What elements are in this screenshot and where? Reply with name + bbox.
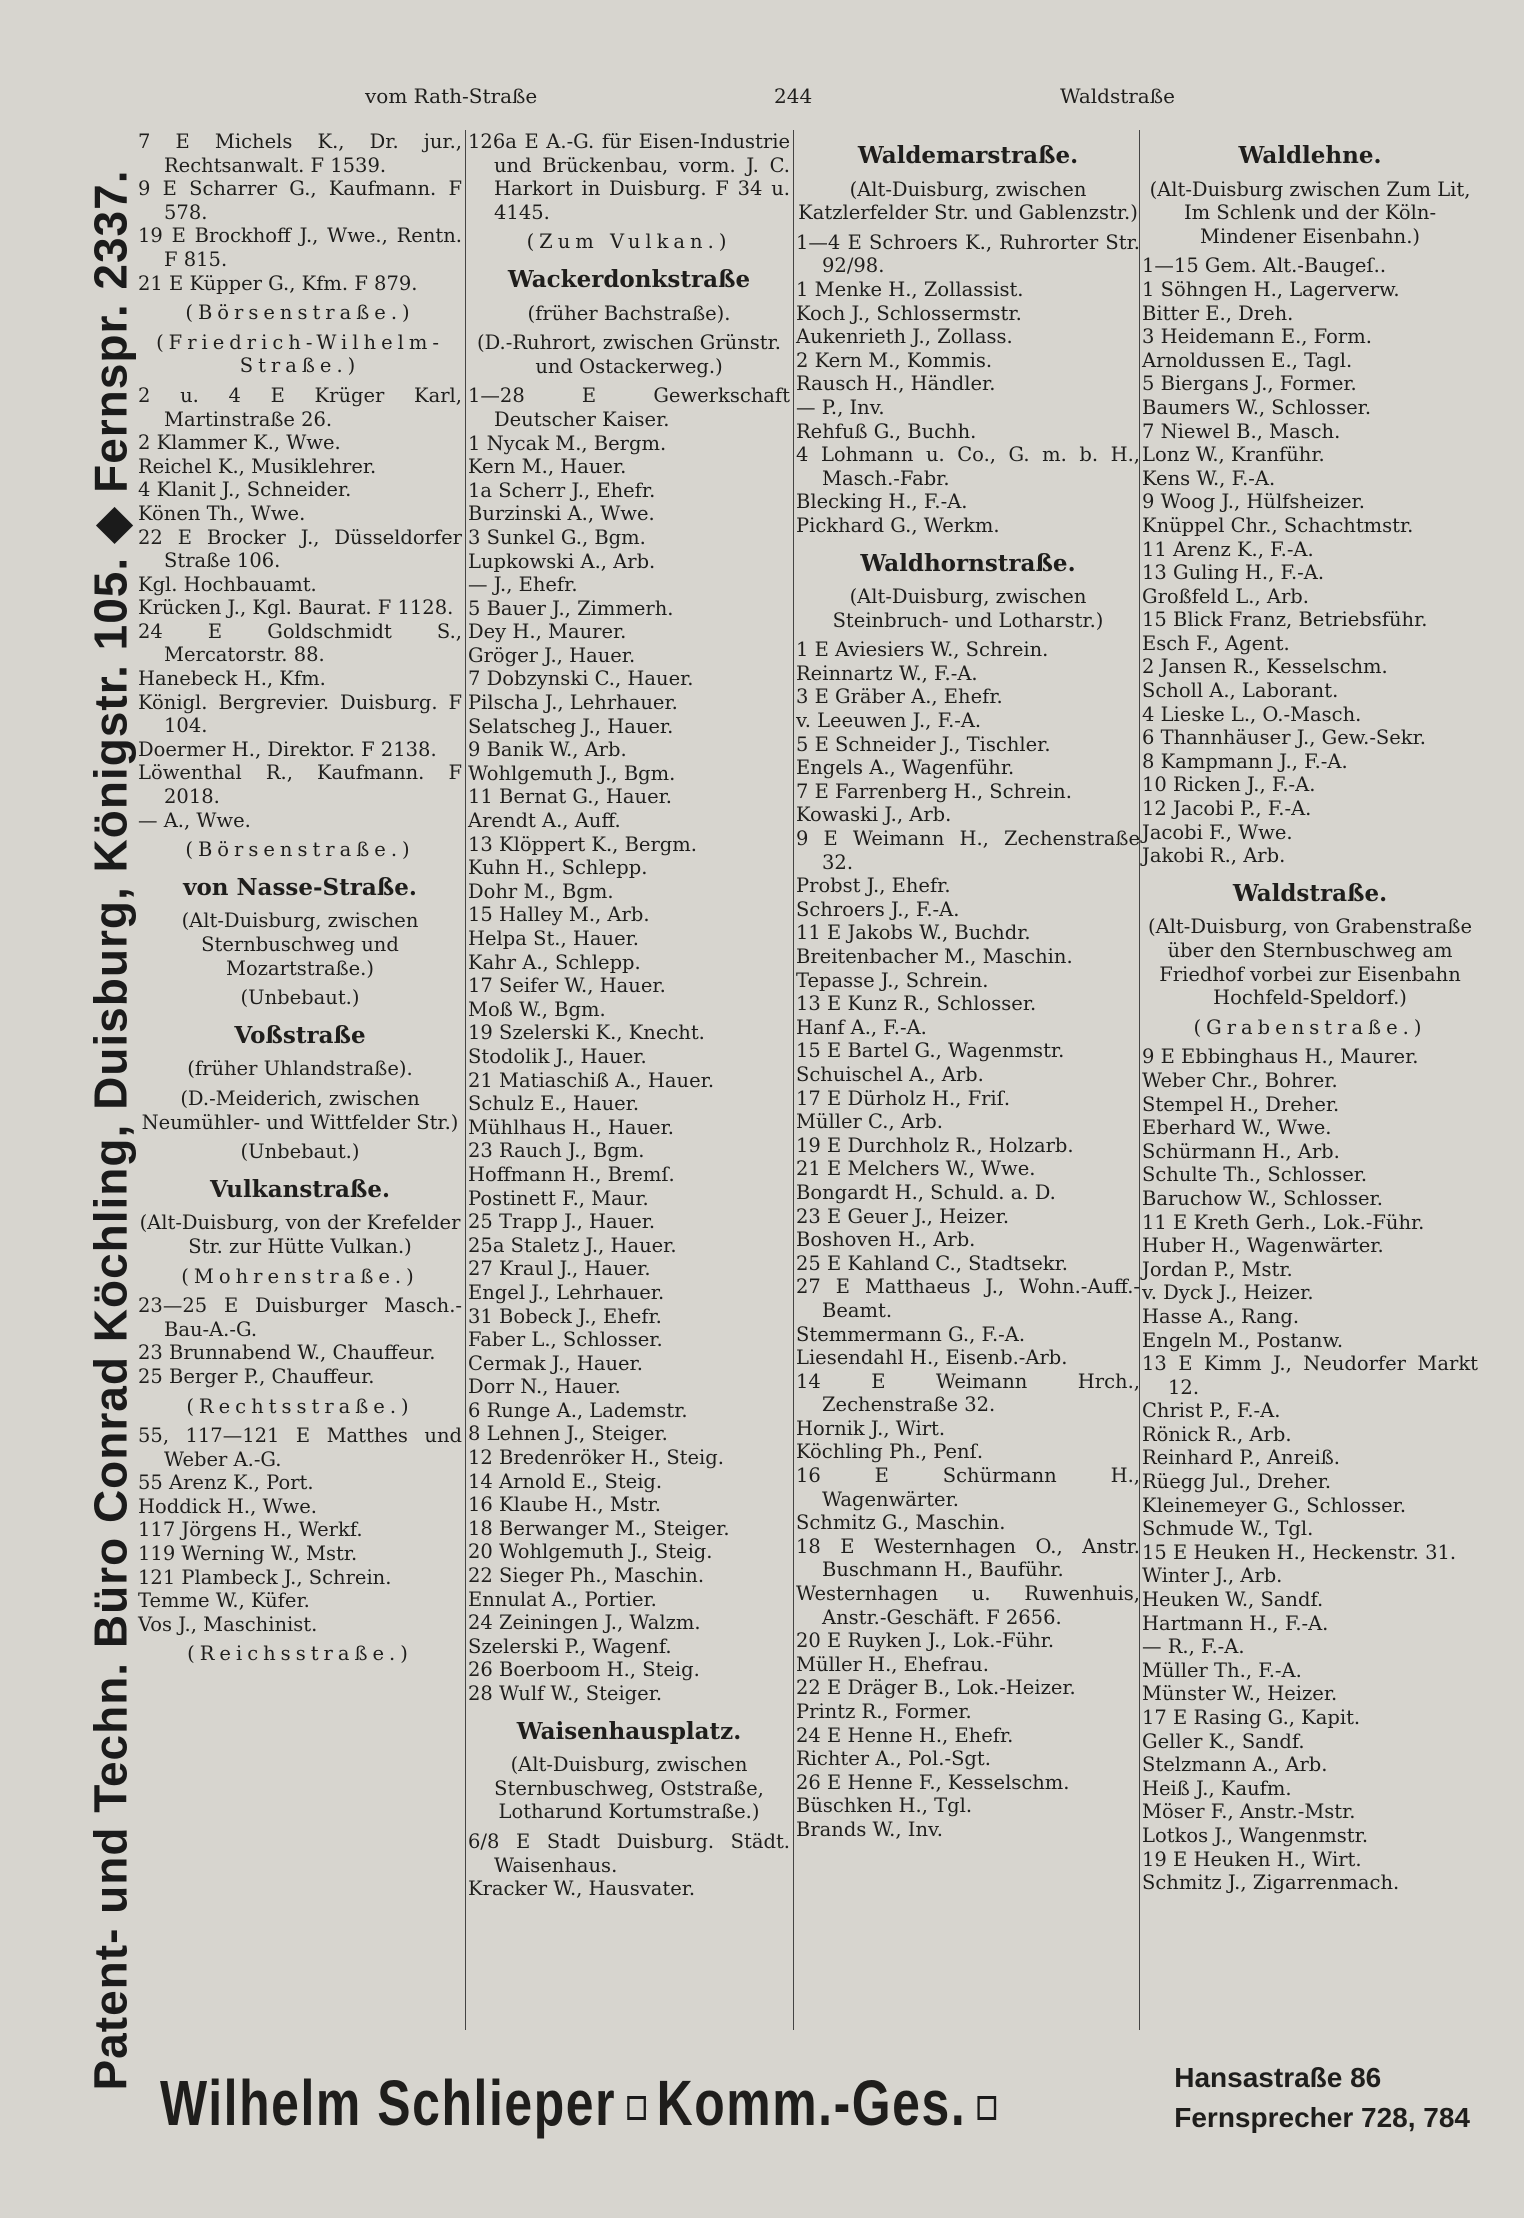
resident-entry: 22 E Brocker J., Düsseldorfer Straße 106. xyxy=(138,525,462,573)
advert-contact xyxy=(1174,2058,1470,2138)
resident-entry: Helpa St., Hauer. xyxy=(468,927,639,950)
resident-entry: Kracker W., Hausvater. xyxy=(468,1877,696,1901)
resident-entry: Lotkos J., Wangenmstr. xyxy=(1142,1823,1369,1847)
resident-entry: 13 Klöppert K., Bergm. xyxy=(468,832,697,856)
resident-entry: 3 E Gräber A., Ehefr. xyxy=(796,685,1003,709)
resident-entry: 11 Bernat G., Hauer. xyxy=(468,785,673,809)
resident-entry: Heuken W., Sandf. xyxy=(1142,1588,1324,1612)
resident-entry: Schmitz G., Maschin. xyxy=(796,1511,1006,1535)
resident-entry: 19 Szelerski K., Knecht. xyxy=(468,1021,705,1045)
resident-entry: Müller H., Ehefrau. xyxy=(796,1652,989,1676)
street-note: (Unbebaut.) xyxy=(240,1140,360,1164)
resident-entry: Müller Th., F.-A. xyxy=(1142,1658,1302,1682)
cross-street: (Börsenstraße.) xyxy=(185,301,415,325)
resident-entry: Selatscheg J., Hauer. xyxy=(468,714,674,738)
resident-entry: Bongardt H., Schuld. a. D. xyxy=(796,1180,1056,1204)
resident-entry: 7 E Michels K., Dr. jur., Rechtsanwalt. F 1539. xyxy=(138,130,462,177)
cross-street: (Grabenstraße.) xyxy=(1193,1015,1427,1039)
resident-entry: Reinhard P., Anreiß. xyxy=(1142,1446,1340,1470)
resident-entry: 24 E Goldschmidt S., Mercatorstr. 88. xyxy=(138,619,462,667)
resident-entry: 126a E A.-G. für Eisen-Industrie und Brückenbau, vorm. J. C. Harkort in Duisburg. F 34 u. 4145. xyxy=(468,130,790,224)
resident-entry: Mühlhaus H., Hauer. xyxy=(468,1115,674,1139)
resident-entry: 17 Seifer W., Hauer. xyxy=(468,974,666,998)
resident-entry: Winter J., Arb. xyxy=(1142,1564,1283,1588)
resident-entry: 2 Jansen R., Kesselschm. xyxy=(1142,655,1388,679)
resident-entry: Rehfuß G., Buchh. xyxy=(796,419,977,443)
street-note: (Alt-Duisburg, zwischen Sternbuschweg, Oststraße, Lotharund Kortumstraße.) xyxy=(494,1753,764,1824)
resident-entry: 13 E Kunz R., Schlosser. xyxy=(796,992,1037,1016)
resident-entry: Lonz W., Kranführ. xyxy=(1142,443,1325,467)
resident-entry: Engeln M., Postanw. xyxy=(1142,1328,1344,1352)
resident-entry: Rönick R., Arb. xyxy=(1142,1422,1292,1446)
resident-entry: Reinnartz W., F.-A. xyxy=(796,661,978,685)
resident-entry: Rüegg Jul., Dreher. xyxy=(1142,1470,1332,1494)
resident-entry: Schulte Th., Schlosser. xyxy=(1142,1163,1368,1187)
resident-entry: Dohr M., Bgm. xyxy=(468,879,614,903)
resident-entry: Kleinemeyer G., Schlosser. xyxy=(1142,1493,1407,1517)
resident-entry: Kahr A., Schlepp. xyxy=(468,950,641,974)
resident-entry: Doermer H., Direktor. F 2138. xyxy=(138,737,437,761)
resident-entry: 1 Menke H., Zollassist. xyxy=(796,277,1024,301)
street-heading: Waisenhausplatz. xyxy=(516,1717,742,1745)
resident-entry: 3 Heidemann E., Form. xyxy=(1142,325,1372,349)
resident-entry: Arendt A., Auff. xyxy=(468,809,621,833)
resident-entry: Baumers W., Schlosser. xyxy=(1142,395,1372,419)
advert-type: Komm.-Ges. xyxy=(656,2067,967,2139)
resident-entry: 1—28 E Gewerkschaft Deutscher Kaiser. xyxy=(468,384,790,431)
resident-entry: 23—25 E Duisburger Masch.-Bau-A.-G. xyxy=(138,1294,462,1341)
resident-entry: Schulz E., Hauer. xyxy=(468,1092,640,1116)
resident-entry: Möser F., Anstr.-Mstr. xyxy=(1142,1800,1356,1824)
resident-entry: 17 E Rasing G., Kapit. xyxy=(1142,1706,1361,1729)
resident-entry: Tepasse J., Schrein. xyxy=(796,968,989,992)
resident-entry: 1—15 Gem. Alt.-Baugeſ.. xyxy=(1142,254,1387,278)
resident-entry: Westernhagen u. Ruwenhuis, Anstr.-Geschäft. F 2656. xyxy=(796,1582,1140,1629)
resident-entry: Stempel H., Dreher. xyxy=(1142,1092,1340,1116)
resident-entry: Eberhard W., Wwe. xyxy=(1142,1116,1332,1140)
resident-entry: Großfeld L., Arb. xyxy=(1142,584,1309,608)
resident-entry: Köchling Ph., Penſ. xyxy=(796,1440,984,1464)
cross-street: (Zum Vulkan.) xyxy=(526,230,732,254)
resident-entry: Richter A., Pol.-Sgt. xyxy=(796,1747,991,1771)
resident-entry: Baruchow W., Schlosser. xyxy=(1142,1186,1383,1210)
resident-entry: Koch J., Schlossermstr. xyxy=(796,301,1022,325)
resident-entry: 21 E Melchers W., Wwe. xyxy=(796,1157,1036,1181)
street-note: (Alt-Duisburg, zwischen Katzlerfelder Str. und Gablenzstr.) xyxy=(798,177,1138,225)
resident-entry: 2 Klammer K., Wwe. xyxy=(138,431,341,455)
square-bullet-icon xyxy=(627,2096,646,2120)
resident-entry: 11 Arenz K., F.-A. xyxy=(1142,537,1314,561)
resident-entry: Kuhn H., Schlepp. xyxy=(468,856,648,880)
resident-entry: 6 Runge A., Lademstr. xyxy=(468,1398,688,1422)
street-heading: Waldhornstraße. xyxy=(860,549,1076,577)
resident-entry: 1a Scherr J., Ehefr. xyxy=(468,478,656,502)
resident-entry: Bitter E., Dreh. xyxy=(1142,301,1294,325)
resident-entry: 8 Lehnen J., Steiger. xyxy=(468,1422,668,1446)
resident-entry: Krücken J., Kgl. Baurat. F 1128. xyxy=(138,596,454,620)
resident-entry: 6/8 E Stadt Duisburg. Städt. Waisenhaus. xyxy=(468,1829,790,1877)
advert-name: Wilhelm Schlieper xyxy=(160,2067,617,2139)
resident-entry: Reichel K., Musiklehrer. xyxy=(138,454,377,478)
resident-entry: Pilscha J., Lehrhauer. xyxy=(468,691,678,715)
resident-entry: 11 E Kreth Gerh., Lok.-Führ. xyxy=(1142,1210,1425,1234)
resident-entry: Wohlgemuth J., Bgm. xyxy=(468,761,676,785)
resident-entry: 11 E Jakobs W., Buchdr. xyxy=(796,921,1031,945)
resident-entry: 25 Trapp J., Hauer. xyxy=(468,1210,656,1234)
street-heading: von Nasse-Straße. xyxy=(183,873,417,901)
resident-entry: 1 Nycak M., Bergm. xyxy=(468,431,667,455)
resident-entry: v. Leeuwen J., F.-A. xyxy=(796,709,982,733)
street-heading: Vulkanstraße. xyxy=(209,1175,391,1203)
resident-entry: 12 Bredenröker H., Steig. xyxy=(468,1446,724,1470)
resident-entry: 9 Woog J., Hülfsheizer. xyxy=(1142,490,1365,514)
sidebar-advert-text: Patent- und Techn. Büro Conrad Köchling, Duisburg, Königstr. 105. ◆ Fernspr. 2337. xyxy=(84,169,136,2091)
resident-entry: 24 E Henne H., Ehefr. xyxy=(796,1723,1014,1747)
cross-street: (Börsenstraße.) xyxy=(185,838,415,862)
resident-entry: Gröger J., Hauer. xyxy=(468,643,636,667)
resident-entry: Stelzmann A., Arb. xyxy=(1142,1753,1328,1777)
resident-entry: 23 Rauch J., Bgm. xyxy=(468,1139,645,1163)
resident-entry: 1—4 E Schroers K., Ruhrorter Str. 92/98. xyxy=(796,230,1140,278)
resident-entry: Szelerski P., Wagenf. xyxy=(468,1634,672,1658)
resident-entry: Heiß J., Kaufm. xyxy=(1142,1776,1292,1800)
resident-entry: Hoddick H., Wwe. xyxy=(138,1494,317,1518)
resident-entry: Kens W., F.-A. xyxy=(1142,466,1276,490)
resident-entry: Brands W., Inv. xyxy=(796,1817,943,1841)
column-divider xyxy=(793,130,794,2030)
resident-entry: 26 Boerboom H., Steig. xyxy=(468,1658,700,1682)
resident-entry: 9 E Scharrer G., Kaufmann. F 578. xyxy=(138,177,462,224)
advert-phone: Fernsprecher 728, 784 xyxy=(1174,2102,1470,2133)
resident-entry: 1 E Aviesiers W., Schrein. xyxy=(796,638,1049,662)
resident-entry: 16 E Schürmann H., Wagenwärter. xyxy=(796,1464,1140,1511)
resident-entry: Stemmermann G., F.-A. xyxy=(796,1322,1026,1346)
resident-entry: 20 E Ruyken J., Lok.-Führ. xyxy=(796,1629,1055,1653)
resident-entry: Schmude W., Tgl. xyxy=(1142,1517,1314,1541)
resident-entry: 24 Zeiningen J., Walzm. xyxy=(468,1611,701,1635)
resident-entry: Stodolik J., Hauer. xyxy=(468,1044,647,1068)
cross-street: (Reichsstraße.) xyxy=(187,1642,413,1666)
resident-entry: Vos J., Maschinist. xyxy=(138,1612,318,1636)
resident-entry: 23 E Geuer J., Heizer. xyxy=(796,1204,1010,1228)
street-note: (Alt-Duisburg, zwischen Steinbruch- und Lotharstr.) xyxy=(832,585,1104,632)
street-heading: Wackerdonkstraße xyxy=(507,265,751,293)
resident-entry: Knüppel Chr., Schachtmstr. xyxy=(1142,513,1414,537)
resident-entry: Moß W., Bgm. xyxy=(468,997,606,1021)
resident-entry: 21 Matiaschiß A., Hauer. xyxy=(468,1068,715,1092)
resident-entry: — A., Wwe. xyxy=(138,808,251,832)
resident-entry: 16 Klaube H., Mstr. xyxy=(468,1493,662,1517)
resident-entry: Königl. Bergrevier. Duisburg. F 104. xyxy=(138,690,462,738)
street-heading: Waldlehne. xyxy=(1238,142,1382,169)
resident-entry: Hornik J., Wirt. xyxy=(796,1416,946,1440)
resident-entry: 55 Arenz K., Port. xyxy=(138,1471,314,1495)
street-heading: Voßstraße xyxy=(234,1021,366,1049)
resident-entry: 31 Bobeck J., Ehefr. xyxy=(468,1304,662,1328)
resident-entry: 55, 117—121 E Matthes und Weber A.-G. xyxy=(138,1424,462,1471)
resident-entry: 22 Sieger Ph., Maschin. xyxy=(468,1564,705,1588)
resident-entry: Printz R., Former. xyxy=(796,1700,972,1723)
resident-entry: Geller K., Sandf. xyxy=(1142,1729,1305,1753)
resident-entry: 4 Klanit J., Schneider. xyxy=(138,478,352,502)
resident-entry: 15 E Heuken H., Heckenstr. 31. xyxy=(1142,1540,1457,1564)
resident-entry: 1 Söhngen H., Lagerverw. xyxy=(1142,277,1400,301)
resident-entry: 19 E Durchholz R., Holzarb. xyxy=(796,1133,1074,1157)
resident-entry: Temme W., Küfer. xyxy=(138,1589,310,1613)
resident-entry: 18 E Westernhagen O., Anstr. Buschmann H., Bauführ. xyxy=(796,1534,1140,1582)
resident-entry: Schürmann H., Arb. xyxy=(1142,1139,1340,1163)
resident-entry: Kern M., Hauer. xyxy=(468,455,627,479)
resident-entry: Scholl A., Laborant. xyxy=(1142,679,1339,703)
resident-entry: 19 E Brockhoff J., Wwe., Rentn. F 815. xyxy=(138,224,462,271)
resident-entry: Lupkowski A., Arb. xyxy=(468,549,656,573)
resident-entry: 20 Wohlgemuth J., Steig. xyxy=(468,1540,713,1564)
resident-entry: 19 E Heuken H., Wirt. xyxy=(1142,1847,1362,1871)
resident-entry: 6 Thannhäuser J., Gew.-Sekr. xyxy=(1142,726,1426,750)
resident-entry: Hanf A., F.-A. xyxy=(796,1015,927,1039)
resident-entry: 7 Niewel B., Masch. xyxy=(1142,419,1341,443)
resident-entry: 28 Wulf W., Steiger. xyxy=(468,1682,663,1705)
resident-entry: Ennulat A., Portier. xyxy=(468,1587,657,1611)
resident-entry: 117 Jörgens H., Werkf. xyxy=(138,1518,363,1542)
resident-entry: 18 Berwanger M., Steiger. xyxy=(468,1516,730,1540)
resident-entry: Kowaski J., Arb. xyxy=(796,803,952,827)
page-number: 244 xyxy=(774,84,813,108)
column-divider xyxy=(465,130,466,2030)
resident-entry: 9 E Weimann H., Zechenstraße 32. xyxy=(796,827,1140,874)
street-heading: Waldemarstraße. xyxy=(857,142,1079,169)
resident-entry: 15 E Bartel G., Wagenmstr. xyxy=(796,1039,1065,1063)
resident-entry: Pickhard G., Werkm. xyxy=(796,513,1000,537)
column-1 xyxy=(138,130,462,1672)
resident-entry: Hoffmann H., Bremſ. xyxy=(468,1162,675,1186)
resident-entry: 7 E Farrenberg H., Schrein. xyxy=(796,779,1072,803)
resident-entry: 15 Blick Franz, Betriebsführ. xyxy=(1142,608,1428,632)
resident-entry: Cermak J., Hauer. xyxy=(468,1351,643,1375)
resident-entry: Breitenbacher M., Maschin. xyxy=(796,945,1073,968)
advert-company xyxy=(160,2066,1007,2140)
resident-entry: 2 Kern M., Kommis. xyxy=(796,348,993,372)
street-note: (D.-Ruhrort, zwischen Grünstr. und Ostackerweg.) xyxy=(477,331,781,378)
resident-entry: 5 E Schneider J., Tischler. xyxy=(796,732,1051,756)
resident-entry: 4 Lieske L., O.-Masch. xyxy=(1142,702,1362,726)
cross-street: (Mohrenstraße.) xyxy=(181,1264,419,1288)
resident-entry: Müller C., Arb. xyxy=(796,1110,943,1134)
column-2 xyxy=(468,130,790,1901)
resident-entry: Schmitz J., Zigarrenmach. xyxy=(1142,1871,1400,1895)
resident-entry: 27 E Matthaeus J., Wohn.-Auff.-Beamt. xyxy=(796,1275,1140,1322)
resident-entry: 21 E Küpper G., Kfm. F 879. xyxy=(138,271,418,295)
resident-entry: 14 Arnold E., Steig. xyxy=(468,1469,663,1493)
resident-entry: Boshoven H., Arb. xyxy=(796,1228,976,1252)
resident-entry: 2 u. 4 E Krüger Karl, Martinstraße 26. xyxy=(138,383,462,431)
street-note: (früher Bachstraße). xyxy=(527,301,731,325)
street-note: (Unbebaut.) xyxy=(240,986,360,1010)
resident-entry: 5 Biergans J., Former. xyxy=(1142,372,1357,396)
street-heading: Waldstraße. xyxy=(1232,879,1388,907)
resident-entry: Engel J., Lehrhauer. xyxy=(468,1280,665,1304)
street-note: (Alt-Duisburg, zwischen Sternbuschweg und Mozartstraße.) xyxy=(181,909,419,980)
resident-entry: 8 Kampmann J., F.-A. xyxy=(1142,749,1348,773)
street-note: (Alt-Duisburg, von der Krefelder Str. zur Hütte Vulkan.) xyxy=(139,1211,461,1258)
resident-entry: Liesendahl H., Eisenb.-Arb. xyxy=(796,1346,1068,1370)
square-bullet-icon xyxy=(977,2096,996,2120)
resident-entry: Rausch H., Händler. xyxy=(796,372,996,396)
street-note: (D.-Meiderich, zwischen Neumühler- und Wittfelder Str.) xyxy=(141,1086,459,1134)
resident-entry: Hartmann H., F.-A. xyxy=(1142,1611,1329,1635)
resident-entry: Arnoldussen E., Tagl. xyxy=(1142,348,1353,372)
header-left: vom Rath-Straße xyxy=(365,84,538,108)
resident-entry: 3 Sunkel G., Bgm. xyxy=(468,525,646,549)
resident-entry: 13 Guling H., F.-A. xyxy=(1142,561,1325,585)
resident-entry: Münster W., Heizer. xyxy=(1142,1682,1338,1706)
resident-entry: — P., Inv. xyxy=(796,395,885,419)
resident-entry: Blecking H., F.-A. xyxy=(796,490,968,514)
resident-entry: 13 E Kimm J., Neudorfer Markt 12. xyxy=(1142,1352,1478,1399)
resident-entry: 25 E Kahland C., Stadtsekr. xyxy=(796,1251,1069,1275)
resident-entry: Kgl. Hochbauamt. xyxy=(138,572,317,596)
bottom-advert xyxy=(160,2048,1490,2158)
resident-entry: Jordan P., Mstr. xyxy=(1142,1257,1293,1281)
resident-entry: Büschken H., Tgl. xyxy=(796,1794,973,1818)
resident-entry: Faber L., Schlosser. xyxy=(468,1328,663,1352)
resident-entry: Huber H., Wagenwärter. xyxy=(1142,1234,1384,1258)
header-right: Waldstraße xyxy=(1060,84,1175,108)
resident-entry: 26 E Henne F., Kesselschm. xyxy=(796,1770,1070,1794)
resident-entry: v. Dyck J., Heizer. xyxy=(1142,1281,1314,1305)
column-4 xyxy=(1142,130,1478,1895)
resident-entry: 9 E Ebbinghaus H., Maurer. xyxy=(1142,1045,1419,1069)
street-note: (früher Uhlandstraße). xyxy=(187,1057,413,1081)
resident-entry: 5 Bauer J., Zimmerh. xyxy=(468,596,674,620)
cross-street: (Rechtsstraße.) xyxy=(186,1394,414,1418)
street-note: (Alt-Duisburg, von Grabenstraße über den Sternbuschweg am Friedhof vorbei zur Eisenbahn Hochfeld-Speldorf.) xyxy=(1147,915,1472,1010)
resident-entry: 17 E Dürholz H., Friſ. xyxy=(796,1086,1011,1110)
resident-entry: 119 Werning W., Mstr. xyxy=(138,1542,358,1566)
resident-entry: Hanebeck H., Kfm. xyxy=(138,667,326,691)
cross-street: (Friedrich-Wilhelm-Straße.) xyxy=(156,330,444,378)
resident-entry: Weber Chr., Bohrer. xyxy=(1142,1068,1338,1092)
resident-entry: Schroers J., F.-A. xyxy=(796,897,960,921)
advert-address: Hansastraße 86 xyxy=(1174,2062,1382,2093)
resident-entry: 25 Berger P., Chauffeur. xyxy=(138,1364,375,1388)
resident-entry: 12 Jacobi P., F.-A. xyxy=(1142,797,1312,821)
resident-entry: Christ P., F.-A. xyxy=(1142,1399,1281,1423)
resident-entry: Hasse A., Rang. xyxy=(1142,1304,1300,1328)
resident-entry: Könen Th., Wwe. xyxy=(138,501,306,525)
resident-entry: Dey H., Maurer. xyxy=(468,620,627,644)
street-note: (Alt-Duisburg zwischen Zum Lit, Im Schlenk und der Köln-Mindener Eisenbahn.) xyxy=(1149,177,1471,248)
resident-entry: 7 Dobzynski C., Hauer. xyxy=(468,667,694,691)
resident-entry: — R., F.-A. xyxy=(1142,1635,1245,1659)
resident-entry: 23 Brunnabend W., Chauffeur. xyxy=(138,1341,436,1365)
resident-entry: Engels A., Wagenführ. xyxy=(796,756,1015,780)
resident-entry: — J., Ehefr. xyxy=(468,573,578,597)
resident-entry: 25a Staletz J., Hauer. xyxy=(468,1233,677,1257)
column-3 xyxy=(796,130,1140,1842)
resident-entry: 10 Ricken J., F.-A. xyxy=(1142,773,1316,797)
resident-entry: Dorr N., Hauer. xyxy=(468,1375,621,1399)
resident-entry: Jacobi F., Wwe. xyxy=(1142,820,1293,844)
resident-entry: Löwenthal R., Kaufmann. F 2018. xyxy=(138,761,462,809)
resident-entry: 121 Plambeck J., Schrein. xyxy=(138,1565,392,1589)
resident-entry: Schuischel A., Arb. xyxy=(796,1062,984,1086)
resident-entry: Jakobi R., Arb. xyxy=(1142,844,1286,868)
resident-entry: Aukenrieth J., Zollass. xyxy=(796,325,1013,349)
resident-entry: Postinett F., Maur. xyxy=(468,1186,649,1210)
resident-entry: 27 Kraul J., Hauer. xyxy=(468,1257,651,1281)
resident-entry: Burzinski A., Wwe. xyxy=(468,502,655,526)
resident-entry: Probst J., Ehefr. xyxy=(796,874,951,898)
resident-entry: 22 E Dräger B., Lok.-Heizer. xyxy=(796,1676,1076,1700)
resident-entry: 14 E Weimann Hrch., Zechenstraße 32. xyxy=(796,1369,1140,1417)
resident-entry: 4 Lohmann u. Co., G. m. b. H., Masch.-Fabr. xyxy=(796,443,1140,490)
resident-entry: 15 Halley M., Arb. xyxy=(468,903,650,927)
resident-entry: 9 Banik W., Arb. xyxy=(468,738,627,762)
resident-entry: Esch F., Agent. xyxy=(1142,631,1290,655)
